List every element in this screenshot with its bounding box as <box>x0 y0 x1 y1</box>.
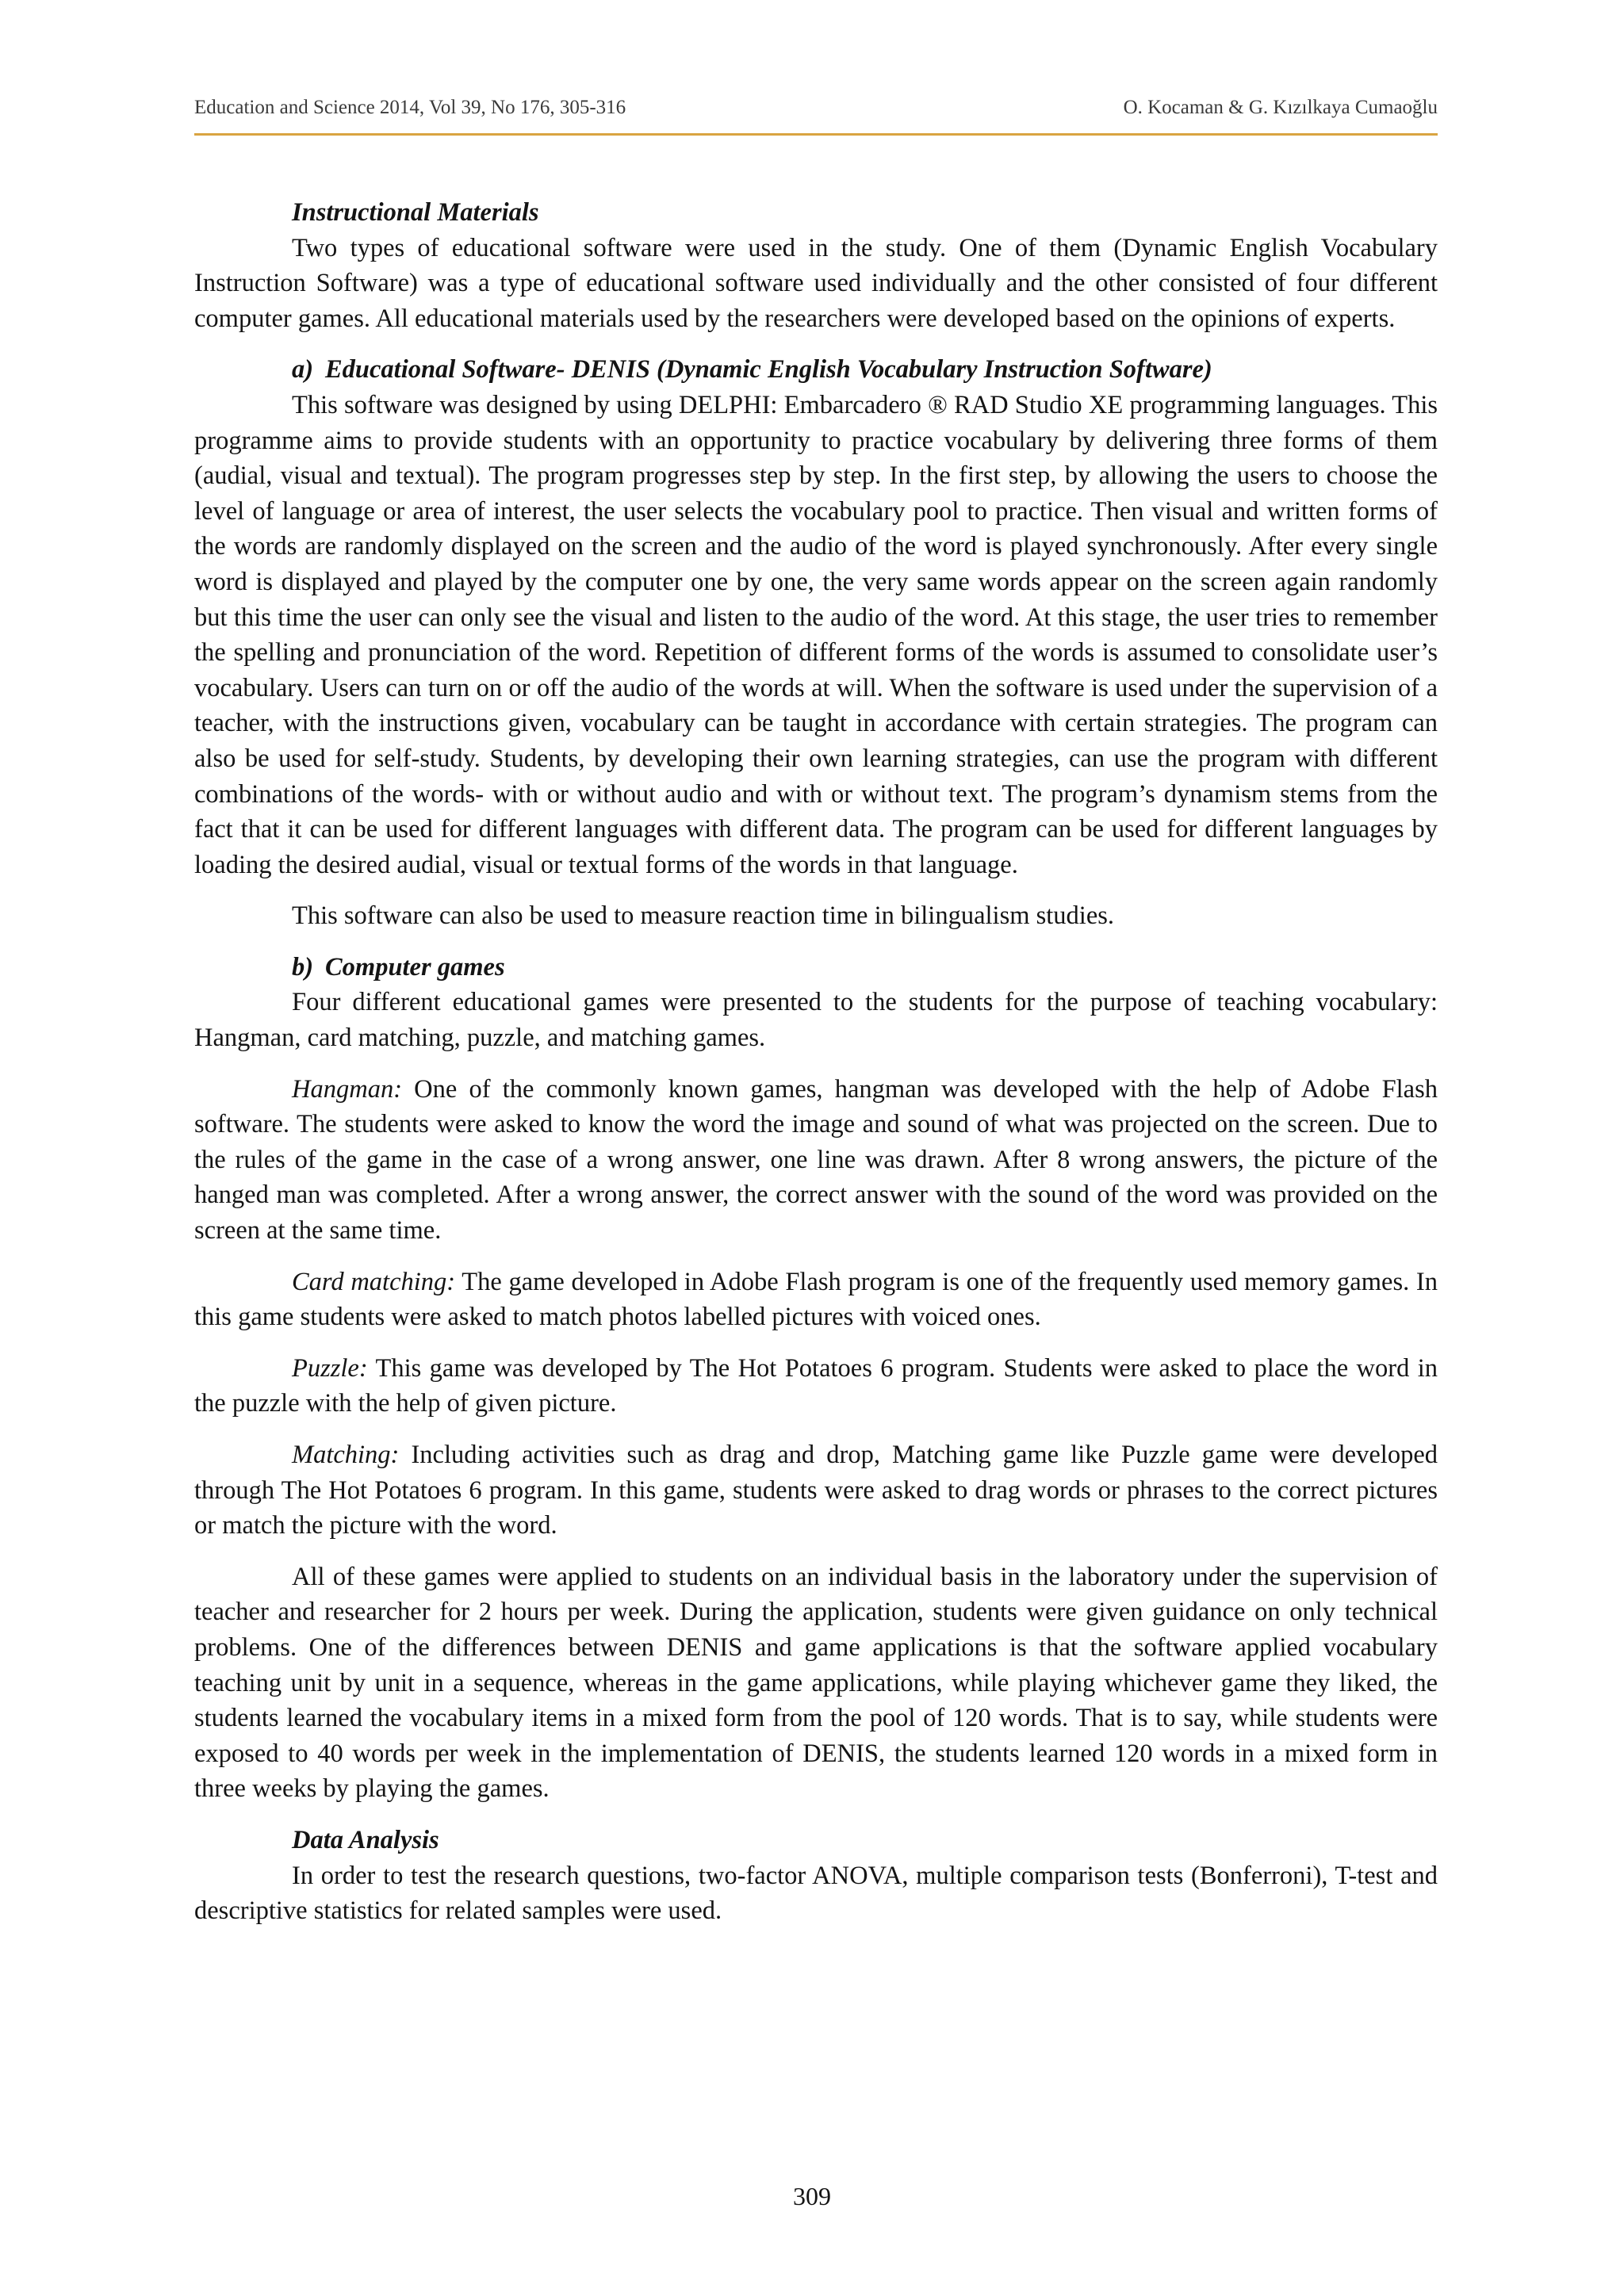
text-card-matching: The game developed in Adobe Flash program is one of the frequently used memory games. In this game students were asked to match photos labelled pictures with voiced ones. <box>194 1267 1438 1332</box>
page-body <box>194 195 1438 1929</box>
label-puzzle: Puzzle: <box>292 1353 368 1383</box>
text-hangman: One of the commonly known games, hangman was developed with the help of Adobe Flash software. The students were asked to know the word the image and sound of what was projected on the screen. Due to the rules of the game in the case of a wrong answer, one line was drawn. After 8 wrong answers, the picture of the hanged man was completed. After a wrong answer, the correct answer with the sound of the word was provided on the screen at the same time. <box>194 1074 1438 1246</box>
paragraph-games-intro: Four different educational games were presented to the students for the purpose of teaching vocabulary: Hangman, card matching, puzzle, and matching games. <box>194 988 1438 1053</box>
paragraph-instructional-materials: Two types of educational software were used in the study. One of them (Dynamic English Vocabulary Instruction Software) was a type of educational software used individually and the other consisted of four different computer games. All educational materials used by the researchers were developed based on the opinions of experts. <box>194 233 1438 333</box>
paragraph-denis-description: This software was designed by using DELPHI: Embarcadero ® RAD Studio XE programming languages. This programme aims to provide students with an opportunity to practice vocabulary by delivering three forms of them (audial, visual and textual). The program progresses step by step. In the first step, by allowing the users to choose the level of language or area of interest, the user selects the vocabulary pool to practice. Then visual and written forms of the words are randomly displayed on the screen and the audio of the word is played synchronously. After every single word is displayed and played by the computer one by one, the very same words appear on the screen again randomly but this time the user can only see the visual and listen to the audio of the word. At this stage, the user tries to remember the spelling and pronunciation of the word. Repetition of different forms of the words is assumed to consolidate user’s vocabulary. Users can turn on or off the audio of the words at will. When the software is used under the supervision of a teacher, with the instructions given, vocabulary can be taught in accordance with certain strategies. The program can also be used for self-study. Students, by developing their own learning strategies, can use the program with different combinations of the words- with or without audio and with or without text. The program’s dynamism stems from the fact that it can be used for different languages with different data. The program can be used for different languages by loading the desired audial, visual or textual forms of the words in that language. <box>194 390 1438 879</box>
paragraph-matching <box>194 1437 1438 1544</box>
paragraph-card-matching <box>194 1265 1438 1335</box>
authors: O. Kocaman & G. Kızılkaya Cumaoğlu <box>1123 97 1438 118</box>
text-matching: Including activities such as drag and drop, Matching game like Puzzle game were developed through The Hot Potatoes 6 program. In this game, students were asked to drag words or phrases to the correct pictures or match the picture with the word. <box>194 1441 1438 1540</box>
heading-educational-software-text: Educational Software- DENIS (Dynamic English Vocabulary Instruction Software) <box>325 355 1212 385</box>
heading-computer-games <box>194 950 1438 985</box>
label-hangman: Hangman: <box>292 1074 403 1104</box>
paragraph-puzzle <box>194 1351 1438 1422</box>
heading-educational-software <box>194 352 1438 388</box>
heading-computer-games-text: Computer games <box>325 952 505 982</box>
text-puzzle: This game was developed by The Hot Potatoes 6 program. Students were asked to place the word in the puzzle with the help of given picture. <box>194 1353 1438 1418</box>
paragraph-hangman <box>194 1072 1438 1249</box>
heading-instructional-materials: Instructional Materials <box>292 198 539 227</box>
page-number: 309 <box>793 2182 831 2210</box>
paragraph-games-application: All of these games were applied to students on an individual basis in the laboratory under the supervision of teacher and researcher for 2 hours per week. During the application, students were given guidance on only technical problems. One of the differences between DENIS and game applications is that the software applied vocabulary teaching unit by unit in a sequence, whereas in the game applications, while playing whichever game they liked, the students learned the vocabulary items in a mixed form from the pool of 120 words. That is to say, while students were exposed to 40 words per week in the implementation of DENIS, the students learned 120 words in a mixed form in three weeks by playing the games. <box>194 1562 1438 1804</box>
list-marker-a: a) <box>292 355 314 385</box>
heading-data-analysis: Data Analysis <box>292 1825 439 1854</box>
list-marker-b: b) <box>292 952 314 982</box>
journal-citation: Education and Science 2014, Vol 39, No 176, 305-316 <box>194 97 626 118</box>
header-rule <box>194 133 1438 136</box>
paragraph-data-analysis: In order to test the research questions, two-factor ANOVA, multiple comparison tests (Bonferroni), T-test and descriptive statistics for related samples were used. <box>194 1861 1438 1926</box>
running-header <box>194 97 1438 119</box>
label-matching: Matching: <box>292 1441 400 1469</box>
paragraph-denis-reaction-time: This software can also be used to measure reaction time in bilingualism studies. <box>292 901 1115 931</box>
label-card-matching: Card matching: <box>292 1267 456 1296</box>
